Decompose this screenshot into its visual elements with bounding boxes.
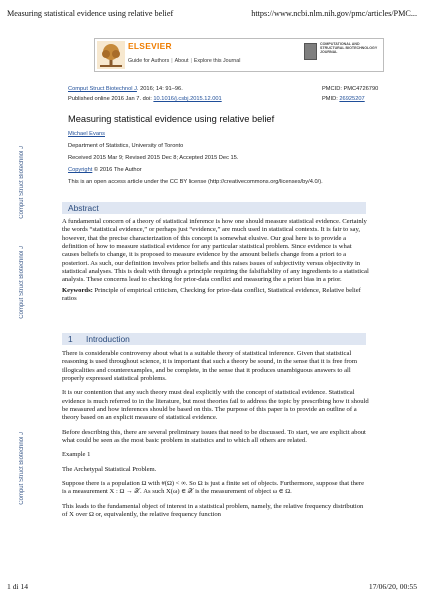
intro-paragraph-5: This leads to the fundamental object of interest in a statistical problem, namely, the relative frequency distribution of X over Ω or, equivalently, the relative frequency function [62, 502, 364, 519]
sidebar-journal-label: Comput Struct Biotechnol J [19, 432, 25, 505]
abstract-body [62, 218, 370, 303]
print-datetime: 17/06/20, 00:55 [368, 582, 417, 591]
doi-link[interactable]: 10.1016/j.csbj.2015.12.001 [153, 96, 222, 102]
journal-banner [94, 38, 384, 72]
pmcid: PMCID: PMC4726790 [322, 86, 379, 92]
intro-paragraph-1: There is considerable controversy about what is a suitable theory of statistical inference. Given that statistical reasoning is used throughout science, it is important that such a theory be sound, in the sense that it is free from illogicalities and counterexamples, and be complete, in the sense that it produces unambiguous answers to all properly expressed statistical problems. [62, 350, 357, 383]
sidebar-journal-label: Comput Struct Biotechnol J [19, 146, 25, 219]
print-header-title: Measuring statistical evidence using relative belief [7, 9, 174, 18]
elsevier-tree-logo-icon [97, 41, 125, 69]
article-title: Measuring statistical evidence using relative belief [68, 114, 275, 124]
intro-paragraph-2: It is our contention that any such theory must deal explicitly with the concept of statistical evidence. Statistical evidence is much referred to in the literature, but most theories fail to address the topic by prescribing how it should be measured and how inferences should be based on this. The purpose of this paper is to provide an outline of a theory based on an explicit measure of statistical evidence. [62, 389, 369, 422]
citation-volume: . 2016; 14: 91–96. [136, 86, 183, 92]
print-header-url: https://www.ncbi.nlm.nih.gov/pmc/articles/PMC... [251, 9, 417, 18]
published-online: Published online 2016 Jan 7. doi: [68, 96, 154, 102]
abstract-heading: Abstract [62, 202, 366, 214]
copyright-holder: © 2016 The Author [92, 167, 142, 173]
explore-journal-link[interactable]: Explore this Journal [193, 58, 241, 64]
abstract-text: A fundamental concern of a theory of statistical inference is how one should measure statistical evidence. Certainly the words “statistical evidence,” or perhaps just “evidence,” are much used in statistical contexts. It is fair to say, however, that the precise characterization of this concept is somewhat elusive. Our goal here is to provide a definition of how to measure statistical evidence for any particular statistical problem. Since evidence is what causes beliefs to change, it is proposed to measure evidence by the amount beliefs change from a priori to a posteriori. As such, our definition involves prior beliefs and this raises issues of subjectivity versus objectivity in statistical analyses. This is dealt with through a principle requiring the falsifiability of any ingredients to a statistical analysis. These concerns lead to checking for prior-data conflict and measuring the a priori bias in a prior. [62, 218, 369, 284]
pmid-link[interactable]: 26925207 [339, 96, 365, 102]
section-title: Introduction [86, 334, 130, 344]
link-separator: | [171, 58, 173, 64]
journal-cover-thumbnail [304, 43, 317, 60]
link-separator: | [190, 58, 192, 64]
pmid-label: PMID: [322, 96, 340, 102]
example-label: Example 1 [62, 451, 91, 459]
journal-cover-title: COMPUTATIONAL AND STRUCTURAL BIOTECHNOLOGY JOURNAL [320, 42, 378, 55]
sidebar-journal-label: Comput Struct Biotechnol J [19, 246, 25, 319]
received-dates: Received 2015 Mar 9; Revised 2015 Dec 8; Accepted 2015 Dec 15. [68, 155, 239, 161]
keywords-label: Keywords: [62, 286, 93, 294]
publisher-name: ELSEVIER [128, 41, 172, 51]
copyright-line [68, 167, 142, 173]
example-title: The Archetypal Statistical Problem. [62, 465, 157, 473]
introduction-body [62, 350, 370, 520]
guide-for-authors-link[interactable]: Guide for Authors [128, 58, 170, 64]
journal-cover [304, 41, 381, 69]
print-footer [7, 582, 417, 592]
pmid-line [322, 96, 382, 102]
license-notice: This is an open access article under the CC BY license (http://creativecommons.org/licenses/by/4.0/). [68, 179, 323, 185]
author-link[interactable]: Michael Evans [68, 131, 105, 137]
author-line [68, 131, 105, 137]
keywords [62, 287, 370, 304]
keywords-list: Principle of empirical criticism, Checking for prior-data conflict, Statistical evidence, Relative belief ratios [62, 286, 361, 303]
section-number: 1 [68, 334, 73, 344]
copyright-link[interactable]: Copyright [68, 167, 93, 173]
citation-line [68, 86, 183, 92]
published-line [68, 96, 222, 102]
introduction-heading [62, 333, 366, 345]
intro-paragraph-4: Suppose there is a population Ω with #(Ω) < ∞. So Ω is just a finite set of objects. Furthermore, suppose that there is a measurement X : Ω → 𝒳. As such X(ω) ∈ 𝒳 is the measurement of object ω ∈ Ω. [62, 480, 365, 496]
about-link[interactable]: About [174, 58, 189, 64]
journal-citation-link[interactable]: Comput Struct Biotechnol J [68, 86, 137, 92]
page-number: 1 di 14 [7, 582, 29, 591]
intro-paragraph-3: Before describing this, there are several preliminary issues that need to be discussed. To start, we are explicit about what could be seen as the most basic problem in statistics and to which all others are related. [62, 428, 366, 445]
affiliation: Department of Statistics, University of Toronto [68, 143, 184, 149]
print-header [7, 9, 417, 21]
banner-links [128, 58, 240, 64]
